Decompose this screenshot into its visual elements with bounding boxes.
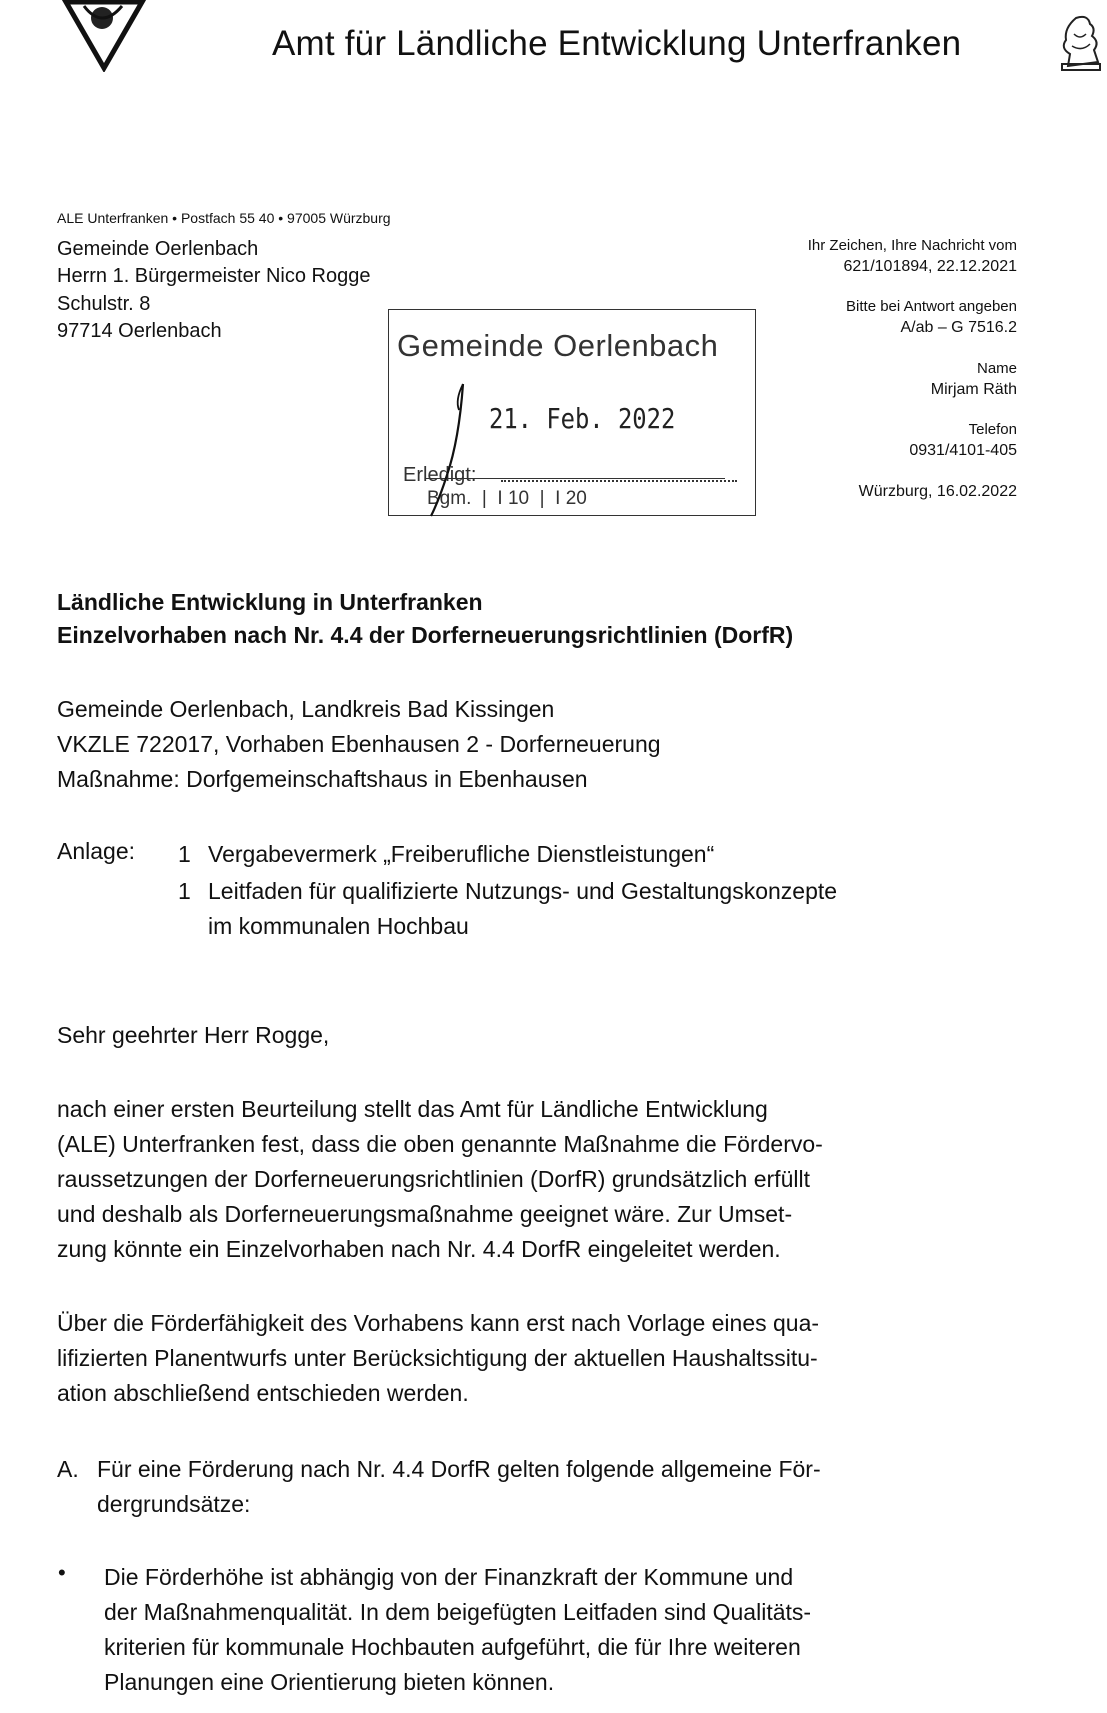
project-info <box>57 692 661 797</box>
attachment-1-text: Vergabevermerk „Freiberufliche Dienstleistungen“ <box>208 841 715 867</box>
ale-logo-icon <box>62 0 146 72</box>
section-a-marker: A. <box>57 1456 79 1482</box>
handwritten-check-mark-icon <box>419 380 479 520</box>
recipient-line-2: Herrn 1. Bürgermeister Nico Rogge <box>57 265 371 287</box>
paragraph-1-line: (ALE) Unterfranken fest, dass die oben genannte Maßnahme die Fördervo- <box>57 1131 823 1157</box>
paragraph-2-line: Über die Förderfähigkeit des Vorhabens kann erst nach Vorlage eines qua- <box>57 1310 820 1336</box>
subject-line-1: Ländliche Entwicklung in Unterfranken <box>57 589 483 615</box>
stamp-routing-row: Bgm. | I 10 | I 20 <box>427 488 587 509</box>
subject-line-2: Einzelvorhaben nach Nr. 4.4 der Dorferneuerungsrichtlinien (DorfR) <box>57 622 794 648</box>
paragraph-1 <box>57 1092 823 1267</box>
stamp-done-label: Erledigt: <box>403 464 477 486</box>
bavarian-lion-emblem-icon <box>1056 14 1104 72</box>
received-stamp <box>388 309 756 516</box>
bullet-marker: • <box>58 1560 66 1585</box>
contact-name-label: Name <box>976 360 1017 377</box>
subject-heading <box>57 586 793 652</box>
office-title: Amt für Ländliche Entwicklung Unterfranken <box>272 24 962 63</box>
your-reference-label: Ihr Zeichen, Ihre Nachricht vom <box>807 237 1017 254</box>
reply-reference-label: Bitte bei Antwort angeben <box>846 298 1017 315</box>
bullet-1-line: Die Förderhöhe ist abhängig von der Finanzkraft der Kommune und <box>104 1564 794 1590</box>
attachment-2-text-cont: im kommunalen Hochbau <box>208 913 469 939</box>
paragraph-1-line: raussetzungen der Dorferneuerungsrichtlinien (DorfR) grundsätzlich erfüllt <box>57 1166 810 1192</box>
your-reference-value: 621/101894, 22.12.2021 <box>843 258 1017 275</box>
paragraph-1-line: zung könnte ein Einzelvorhaben nach Nr. 4.4 DorfR eingeleitet werden. <box>57 1236 781 1262</box>
section-a-line-2: dergrundsätze: <box>97 1491 251 1517</box>
attachment-1-count: 1 <box>178 841 191 867</box>
bullet-1-line: kriterien für kommunale Hochbauten aufgeführt, die für Ihre weiteren <box>104 1634 801 1660</box>
place-and-date: Würzburg, 16.02.2022 <box>858 483 1017 500</box>
recipient-line-1: Gemeinde Oerlenbach <box>57 238 259 260</box>
phone-label: Telefon <box>968 421 1017 438</box>
sender-return-address: ALE Unterfranken • Postfach 55 40 • 97005 Würzburg <box>57 210 391 226</box>
section-a-line-1: Für eine Förderung nach Nr. 4.4 DorfR gelten folgende allgemeine För- <box>97 1456 821 1482</box>
attachment-2-count: 1 <box>178 878 191 904</box>
phone-value: 0931/4101-405 <box>909 442 1017 459</box>
project-line-3: Maßnahme: Dorfgemeinschaftshaus in Ebenhausen <box>57 766 588 792</box>
stamp-dotted-line <box>501 480 737 482</box>
paragraph-1-line: und deshalb als Dorferneuerungsmaßnahme geeignet wäre. Zur Umset- <box>57 1201 793 1227</box>
salutation: Sehr geehrter Herr Rogge, <box>57 1022 330 1048</box>
recipient-line-4: 97714 Oerlenbach <box>57 320 222 342</box>
project-line-2: VKZLE 722017, Vorhaben Ebenhausen 2 - Dorferneuerung <box>57 731 661 757</box>
contact-name-value: Mirjam Räth <box>930 381 1017 398</box>
paragraph-1-line: nach einer ersten Beurteilung stellt das Amt für Ländliche Entwicklung <box>57 1096 768 1122</box>
bullet-1-text <box>104 1560 811 1700</box>
section-a-text <box>97 1452 821 1522</box>
paragraph-2-line: ation abschließend entschieden werden. <box>57 1380 469 1406</box>
attachments-label: Anlage: <box>57 838 136 864</box>
bullet-1-line: der Maßnahmenqualität. In dem beigefügten Leitfaden sind Qualitäts- <box>104 1599 812 1625</box>
bullet-1-line: Planungen eine Orientierung bieten können. <box>104 1669 555 1695</box>
paragraph-2-line: lifizierten Planentwurfs unter Berücksichtigung der aktuellen Haushaltssitu- <box>57 1345 818 1371</box>
stamp-date: 21. Feb. 2022 <box>489 402 676 435</box>
attachment-2-text: Leitfaden für qualifizierte Nutzungs- und Gestaltungskonzepte <box>208 878 838 904</box>
paragraph-2 <box>57 1306 819 1411</box>
recipient-line-3: Schulstr. 8 <box>57 293 151 315</box>
reply-reference-value: A/ab – G 7516.2 <box>900 319 1017 336</box>
stamp-municipality-name: Gemeinde Oerlenbach <box>397 328 719 363</box>
project-line-1: Gemeinde Oerlenbach, Landkreis Bad Kissingen <box>57 696 555 722</box>
